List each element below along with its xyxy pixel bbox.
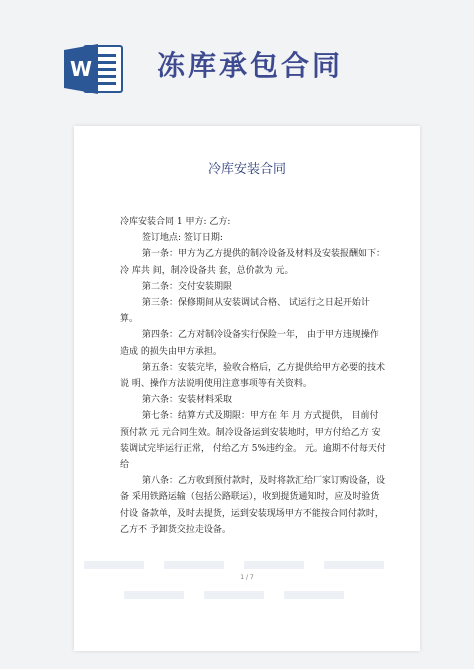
- paragraph-parties: 冷库安装合同 1 甲方: 乙方:: [120, 217, 231, 227]
- paragraph-article-2: 第二条：交付安装期限: [142, 281, 233, 292]
- paragraph-article-4: 第四条：乙方对制冷设备实行保险一年， 由于甲方违规操作造成 的损失由甲方承担。: [120, 330, 379, 357]
- paragraph-article-5: 第五条：安装完毕，验收合格后，乙方提供给甲方必要的技术说 明、操作方法说明使用注意事项等有关资料。: [120, 362, 386, 390]
- header-title: 冻库承包合同: [157, 49, 344, 82]
- document-title: 冷库安装合同: [207, 162, 286, 177]
- watermark-pattern: [74, 541, 420, 621]
- paragraph-article-3: 第三条：保修期间从安装调试合格、 试运行之日起开始计算。: [120, 298, 370, 325]
- word-icon: [64, 42, 124, 96]
- document-header: [0, 0, 474, 120]
- paragraph-article-7: 第七条：结算方式及期限：甲方在 年 月 方式提供， 目前付预付款 元 元合同生效。制冷设备运到安装地时，甲方付给乙方 安装调试完毕运行正常， 付给乙方 5%违约金。 元。逾期不付每天付给: [120, 411, 386, 471]
- paragraph-article-1: 第一条：甲方为乙方提供的制冷设备及材料及安装报酬如下：冷 库共 间，制冷设备共 套，总价款为 元。: [120, 249, 386, 276]
- paragraph-article-6: 第六条：安装材料采取: [142, 395, 233, 406]
- paragraph-article-8: 第八条：乙方收到预付款时，及时将款汇给厂家订购设备，设备 采用铁路运输（包括公路联运），收到提货通知时，应及时验货付设 备款单，及时去提货，运到安装现场甲方不能按合同付款时，乙方不 予卸货交拉走设备。: [120, 476, 386, 535]
- paragraph-signing: 签订地点: 签订日期:: [142, 233, 223, 244]
- document-body: [120, 214, 386, 538]
- document-page: [74, 126, 420, 651]
- page-number: 1 / 7: [240, 574, 254, 581]
- word-icon-letter: W: [69, 57, 93, 81]
